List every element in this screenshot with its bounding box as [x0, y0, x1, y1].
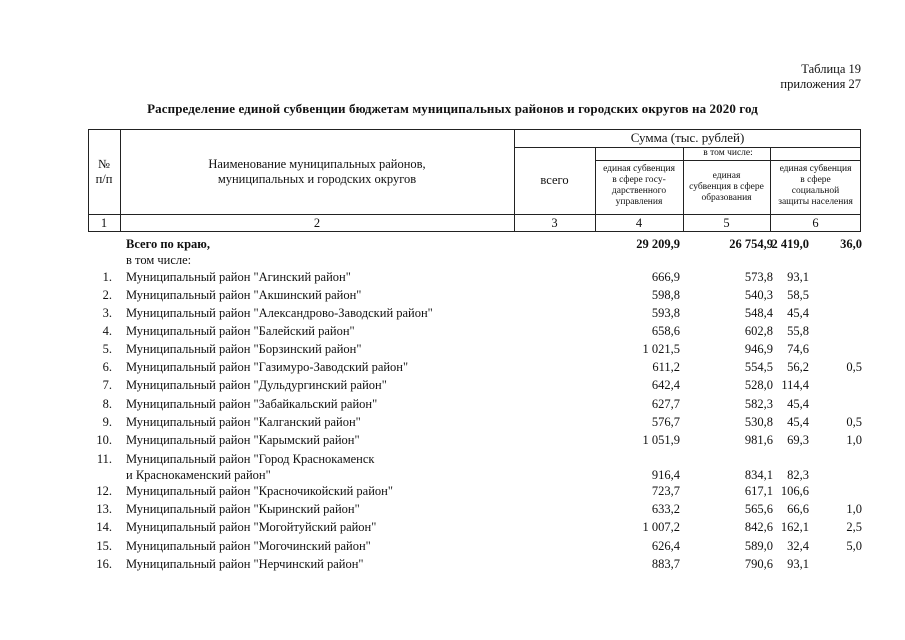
- row-total: 627,7: [651, 397, 680, 411]
- row-number: 15.: [96, 539, 112, 553]
- row-gov: 834,1: [744, 468, 773, 482]
- col-index-2: 2: [313, 216, 321, 230]
- table-row: [88, 502, 864, 520]
- row-total: 666,9: [651, 270, 680, 284]
- row-gov: 790,6: [744, 557, 773, 571]
- row-number: 1.: [102, 270, 112, 284]
- row-name: Муниципальный район "Могойтуйский район": [126, 520, 377, 534]
- table-row: [88, 306, 864, 324]
- row-gov: 981,6: [744, 433, 773, 447]
- row-edu: 162,1: [780, 520, 809, 534]
- col-gov-header: единая субвенция в сфере госу- дарственного управления: [603, 164, 675, 207]
- including-header: в том числе:: [703, 148, 753, 158]
- summary-soc: 36,0: [840, 237, 862, 251]
- col-edu-header: единая субвенция в сфере образования: [689, 171, 764, 203]
- row-name: Муниципальный район "Борзинский район": [126, 342, 362, 356]
- row-number: 14.: [96, 520, 112, 534]
- summary-edu: 2 419,0: [771, 237, 809, 251]
- col-soc-header: единая субвенция в сфере социальной защиты населения: [778, 164, 853, 207]
- document-title: Распределение единой субвенции бюджетам муниципальных районов и городских округов на 2020 год: [147, 101, 758, 116]
- row-number: 6.: [102, 360, 112, 374]
- table-number: Таблица 19: [801, 62, 861, 76]
- row-gov: 528,0: [744, 378, 773, 392]
- summary-total: 29 209,9: [636, 237, 680, 251]
- summary-label: Всего по краю,: [126, 237, 210, 251]
- row-gov: 842,6: [744, 520, 773, 534]
- row-name: Муниципальный район "Агинский район": [126, 270, 351, 284]
- row-number: 8.: [102, 397, 112, 411]
- table-row: [88, 520, 864, 538]
- summary-gov: 26 754,9: [729, 237, 773, 251]
- row-edu: 32,4: [787, 539, 809, 553]
- row-total: 1 021,5: [642, 342, 680, 356]
- table-row: [88, 324, 864, 342]
- row-edu: 106,6: [780, 484, 809, 498]
- row-total: 916,4: [651, 468, 680, 482]
- row-edu: 114,4: [781, 378, 809, 392]
- row-name: Муниципальный район "Балейский район": [126, 324, 355, 338]
- row-soc: 5,0: [846, 539, 862, 553]
- row-number: 16.: [96, 557, 112, 571]
- row-total: 611,2: [652, 360, 680, 374]
- col-index-1: 1: [100, 216, 108, 230]
- row-edu: 55,8: [787, 324, 809, 338]
- row-number: 7.: [102, 378, 112, 392]
- row-number: 10.: [96, 433, 112, 447]
- row-gov: 602,8: [744, 324, 773, 338]
- row-edu: 82,3: [787, 468, 809, 482]
- row-gov: 540,3: [744, 288, 773, 302]
- row-edu: 69,3: [787, 433, 809, 447]
- appendix-label: приложения 27: [780, 77, 861, 91]
- row-soc: 1,0: [846, 502, 862, 516]
- row-edu: 45,4: [787, 415, 809, 429]
- col-number-header: № п/п: [95, 157, 113, 186]
- row-edu: 58,5: [787, 288, 809, 302]
- row-gov: 582,3: [744, 397, 773, 411]
- row-name: Муниципальный район "Нерчинский район": [126, 557, 364, 571]
- row-total: 633,2: [651, 502, 680, 516]
- row-number: 13.: [96, 502, 112, 516]
- row-total: 576,7: [651, 415, 680, 429]
- row-total: 626,4: [651, 539, 680, 553]
- row-total: 593,8: [651, 306, 680, 320]
- row-number: 3.: [102, 306, 112, 320]
- row-gov: 530,8: [744, 415, 773, 429]
- row-name: Муниципальный район "Калганский район": [126, 415, 361, 429]
- row-gov: 946,9: [744, 342, 773, 356]
- col-index-3: 3: [551, 216, 558, 230]
- table-row: [88, 433, 864, 451]
- table-row: [88, 557, 864, 575]
- table-row: [88, 360, 864, 378]
- row-total: 723,7: [651, 484, 680, 498]
- row-edu: 56,2: [787, 360, 809, 374]
- summary-sublabel: в том числе:: [126, 253, 192, 267]
- row-number: 2.: [102, 288, 112, 302]
- row-gov: 554,5: [744, 360, 773, 374]
- row-soc: 0,5: [846, 415, 862, 429]
- row-total: 1 007,2: [642, 520, 680, 534]
- row-edu: 66,6: [787, 502, 809, 516]
- row-name: Муниципальный район "Александрово-Заводский район": [126, 306, 433, 320]
- row-total: 642,4: [651, 378, 680, 392]
- col-index-4: 4: [635, 216, 643, 230]
- row-name: Муниципальный район "Забайкальский район": [126, 397, 378, 411]
- row-edu: 93,1: [787, 270, 809, 284]
- sum-group-header: Сумма (тыс. рублей): [630, 130, 745, 145]
- row-edu: 93,1: [787, 557, 809, 571]
- row-name: Муниципальный район "Могочинский район": [126, 539, 371, 553]
- row-gov: 565,6: [744, 502, 773, 516]
- col-index-6: 6: [812, 216, 819, 230]
- row-gov: 589,0: [744, 539, 773, 553]
- summary-subrow: [88, 253, 864, 271]
- col-total-header: всего: [540, 173, 569, 187]
- table-row: [88, 539, 864, 557]
- row-name: Муниципальный район "Акшинский район": [126, 288, 362, 302]
- row-name: Муниципальный район "Красночикойский район": [126, 484, 393, 498]
- row-gov: 573,8: [744, 270, 773, 284]
- table-row: [88, 415, 864, 433]
- row-total: 883,7: [651, 557, 680, 571]
- row-soc: 0,5: [846, 360, 862, 374]
- row-number: 4.: [102, 324, 112, 338]
- table-row: [88, 270, 864, 288]
- row-number: 11.: [96, 452, 112, 466]
- row-number: 12.: [96, 484, 112, 498]
- row-name: Муниципальный район "Газимуро-Заводский район": [126, 360, 409, 374]
- table-row: [88, 378, 864, 396]
- row-edu: 45,4: [787, 306, 809, 320]
- row-name-continued: и Краснокаменский район": [126, 468, 271, 482]
- table-row: [88, 484, 864, 502]
- row-total: 658,6: [651, 324, 680, 338]
- row-gov: 548,4: [744, 306, 773, 320]
- col-index-5: 5: [723, 216, 730, 230]
- row-soc: 1,0: [846, 433, 862, 447]
- row-total: 1 051,9: [642, 433, 680, 447]
- table-row: [88, 397, 864, 415]
- col-name-header: Наименование муниципальных районов, муниципальных и городских округов: [208, 157, 426, 186]
- row-total: 598,8: [651, 288, 680, 302]
- row-edu: 74,6: [787, 342, 809, 356]
- row-number: 5.: [102, 342, 112, 356]
- table-row: [88, 342, 864, 360]
- table-row: [88, 452, 864, 482]
- row-number: 9.: [102, 415, 112, 429]
- table-row: [88, 288, 864, 306]
- row-gov: 617,1: [744, 484, 773, 498]
- row-edu: 45,4: [787, 397, 809, 411]
- row-name: Муниципальный район "Кыринский район": [126, 502, 360, 516]
- row-name: Муниципальный район "Карымский район": [126, 433, 360, 447]
- row-soc: 2,5: [846, 520, 862, 534]
- row-name: Муниципальный район "Дульдургинский район": [126, 378, 387, 392]
- row-name: Муниципальный район "Город Краснокаменск: [126, 452, 375, 466]
